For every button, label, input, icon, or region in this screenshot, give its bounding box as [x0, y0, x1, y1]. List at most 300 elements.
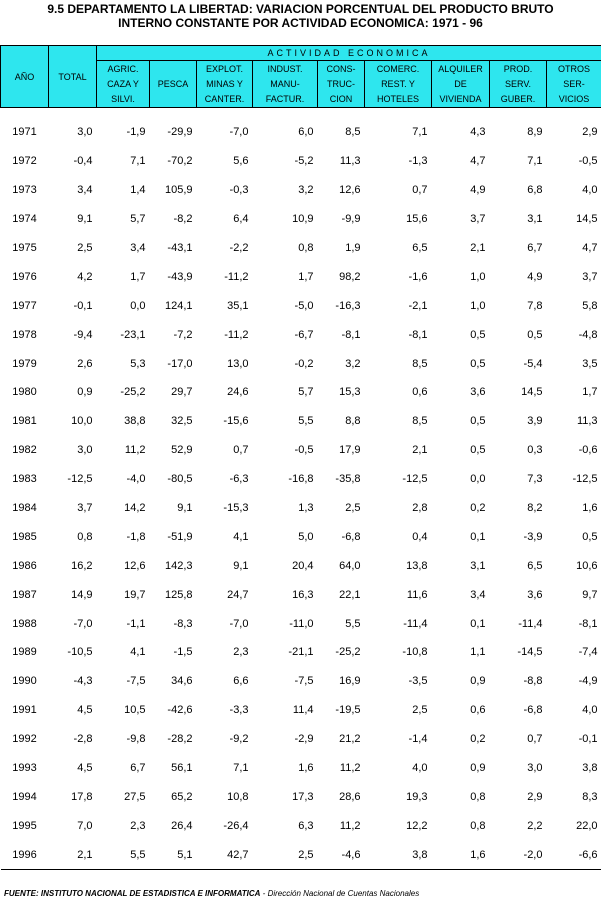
value-cell: 5,5: [97, 840, 150, 869]
value-cell: 1,7: [130, 270, 146, 283]
value-cell: -6,8: [341, 530, 361, 543]
value-cell: 35,1: [227, 299, 249, 312]
value-cell: 10,8: [227, 790, 249, 803]
value-cell: -11,2: [224, 270, 249, 283]
value-cell: -70,2: [167, 155, 193, 168]
value-cell: 2,2: [527, 819, 543, 832]
value-cell: -2,1: [408, 299, 428, 312]
value-cell: 0,2: [470, 733, 486, 746]
value-cell: 6,3: [298, 819, 314, 832]
value-cell: -6,6: [547, 840, 601, 869]
value-cell: 32,5: [171, 415, 193, 428]
value-cell: 98,2: [339, 270, 361, 283]
value-cell: 1,9: [345, 242, 361, 254]
header-line: CAZA Y: [107, 78, 139, 89]
year-cell: 1996: [1, 840, 49, 869]
value-cell: -6,7: [294, 328, 314, 341]
year-cell: 1988: [12, 617, 37, 630]
value-cell: -43,9: [167, 270, 193, 283]
value-cell: 6,7: [527, 242, 543, 254]
year-cell: 1986: [12, 559, 37, 572]
value-cell: 4,0: [582, 704, 598, 717]
year-cell: 1991: [12, 704, 37, 717]
table-row: [1, 349, 601, 378]
header-line: INDUST.: [267, 63, 303, 74]
value-cell: 3,7: [77, 502, 93, 515]
value-cell: 2,9: [582, 126, 598, 139]
value-cell: 3,8: [365, 840, 432, 869]
value-cell: -8,8: [523, 675, 543, 688]
value-cell: 5,3: [130, 357, 146, 370]
value-cell: -0,5: [578, 155, 598, 168]
value-cell: 6,8: [527, 184, 543, 197]
value-cell: 7,1: [527, 155, 543, 168]
value-cell: 65,2: [171, 790, 193, 803]
header-line: MANU-: [270, 78, 300, 89]
value-cell: 0,1: [470, 617, 486, 630]
value-cell: 8,9: [527, 126, 543, 139]
value-cell: 6,7: [130, 762, 146, 775]
value-cell: -2,9: [294, 733, 314, 746]
value-cell: -12,5: [402, 473, 428, 486]
value-cell: 4,9: [527, 270, 543, 283]
value-cell: 14,9: [71, 588, 93, 601]
value-cell: 1,4: [130, 184, 146, 197]
value-cell: 17,9: [339, 444, 361, 457]
value-cell: -35,8: [335, 473, 361, 486]
header-activity-col: [547, 61, 601, 108]
value-cell: 11,2: [339, 819, 361, 832]
year-cell: 1971: [12, 126, 37, 139]
table-row: [1, 811, 601, 840]
value-cell: -9,9: [341, 213, 361, 226]
value-cell: 16,9: [339, 675, 361, 688]
value-cell: -15,6: [223, 415, 249, 428]
value-cell: -21,1: [288, 646, 314, 659]
value-cell: 2,3: [130, 819, 146, 832]
value-cell: -26,4: [223, 819, 249, 832]
value-cell: 8,2: [527, 502, 543, 515]
value-cell: 4,5: [77, 704, 93, 717]
value-cell: 4,7: [470, 155, 486, 168]
table-row: [1, 436, 601, 465]
value-cell: 4,0: [582, 184, 598, 197]
value-cell: -0,1: [73, 299, 93, 312]
value-cell: 3,6: [470, 386, 486, 399]
table-row: [1, 840, 601, 869]
value-cell: -12,5: [67, 473, 93, 486]
value-cell: 13,0: [227, 357, 249, 370]
table-row: [1, 551, 601, 580]
table-title: [0, 2, 601, 30]
value-cell: -23,1: [120, 328, 146, 341]
value-cell: 7,1: [233, 762, 249, 775]
value-cell: 9,1: [77, 213, 93, 226]
value-cell: -1,9: [126, 126, 146, 139]
value-cell: 17,3: [292, 790, 314, 803]
value-cell: -2,0: [490, 840, 547, 869]
value-cell: 5,5: [345, 617, 361, 630]
value-cell: 1,3: [298, 502, 314, 515]
table-row: [1, 118, 601, 147]
value-cell: 0,1: [470, 530, 486, 543]
value-cell: 0,6: [412, 386, 428, 399]
value-cell: 4,0: [412, 762, 428, 775]
value-cell: -3,9: [523, 530, 543, 543]
value-cell: -51,9: [167, 530, 193, 543]
value-cell: 5,7: [130, 213, 146, 226]
value-cell: 3,7: [582, 270, 598, 283]
header-activity-col: [490, 61, 547, 108]
value-cell: -14,5: [517, 646, 543, 659]
header-activity-col: [197, 61, 253, 108]
value-cell: -2,2: [229, 242, 249, 254]
value-cell: 6,5: [527, 559, 543, 572]
value-cell: -7,4: [578, 646, 598, 659]
value-cell: 2,1: [412, 444, 428, 457]
value-cell: 125,8: [164, 588, 193, 601]
value-cell: 15,6: [406, 213, 428, 226]
footer-source: FUENTE: INSTITUTO NACIONAL DE ESTADISTICA E INFORMATICA: [4, 889, 261, 898]
year-cell: 1990: [12, 675, 37, 688]
value-cell: 105,9: [164, 184, 193, 197]
value-cell: 2,1: [49, 840, 97, 869]
header-line: AGRIC.: [107, 63, 139, 74]
value-cell: 28,6: [339, 790, 361, 803]
value-cell: -7,5: [294, 675, 314, 688]
table-row: [1, 725, 601, 754]
header-line: OTROS: [558, 63, 591, 74]
value-cell: 6,5: [412, 242, 428, 254]
value-cell: -9,8: [126, 733, 146, 746]
header-line: PROD.: [503, 63, 533, 74]
value-cell: 9,1: [233, 559, 249, 572]
value-cell: 26,4: [171, 819, 193, 832]
value-cell: 10,5: [124, 704, 146, 717]
value-cell: 11,4: [292, 704, 314, 717]
value-cell: 3,9: [527, 415, 543, 428]
value-cell: 3,2: [298, 184, 314, 197]
header-line: CION: [329, 93, 353, 104]
title-line-1: 9.5 DEPARTAMENTO LA LIBERTAD: VARIACION PORCENTUAL DEL PRODUCTO BRUTO: [47, 2, 554, 16]
value-cell: 2,1: [470, 242, 486, 254]
table-row: [1, 176, 601, 205]
value-cell: 4,3: [470, 126, 486, 139]
value-cell: 42,7: [197, 840, 253, 869]
value-cell: 0,8: [470, 819, 486, 832]
header-line: COMERC.: [376, 63, 420, 74]
value-cell: 10,6: [576, 559, 598, 572]
value-cell: -28,2: [167, 733, 193, 746]
value-cell: -9,2: [229, 733, 249, 746]
value-cell: 3,4: [77, 184, 93, 197]
value-cell: -11,2: [224, 328, 249, 341]
value-cell: -0,3: [229, 184, 249, 197]
value-cell: 8,5: [412, 357, 428, 370]
value-cell: 4,1: [233, 530, 249, 543]
value-cell: 56,1: [171, 762, 193, 775]
value-cell: 3,1: [527, 213, 543, 226]
value-cell: 12,6: [339, 184, 361, 197]
value-cell: 7,3: [527, 473, 543, 486]
value-cell: -0,2: [294, 357, 314, 370]
value-cell: 1,6: [582, 502, 598, 515]
year-cell: 1987: [12, 588, 37, 601]
value-cell: 38,8: [124, 415, 146, 428]
value-cell: 27,5: [124, 790, 146, 803]
value-cell: 7,0: [77, 819, 93, 832]
value-cell: 8,3: [582, 790, 598, 803]
value-cell: 21,2: [339, 733, 361, 746]
value-cell: -4,6: [318, 840, 365, 869]
value-cell: 0,5: [470, 357, 486, 370]
value-cell: -4,3: [73, 675, 93, 688]
header-line: VICIOS: [558, 93, 590, 104]
table-row: [1, 754, 601, 783]
value-cell: 6,0: [298, 126, 314, 139]
value-cell: 0,9: [470, 675, 486, 688]
value-cell: 0,5: [470, 415, 486, 428]
value-cell: 2,3: [233, 646, 249, 659]
value-cell: -7,5: [126, 675, 146, 688]
value-cell: -0,5: [294, 444, 314, 457]
table-row: [1, 291, 601, 320]
table-row: [1, 638, 601, 667]
table-row: [1, 696, 601, 725]
value-cell: 24,7: [227, 588, 249, 601]
year-cell: 1974: [12, 213, 37, 226]
value-cell: -8,1: [341, 328, 361, 341]
year-cell: 1973: [12, 184, 37, 197]
value-cell: 34,6: [171, 675, 193, 688]
year-cell: 1980: [12, 386, 37, 399]
value-cell: 64,0: [339, 559, 361, 572]
value-cell: 11,3: [339, 155, 361, 168]
value-cell: 3,8: [582, 762, 598, 775]
value-cell: -15,3: [223, 502, 249, 515]
table-row: [1, 234, 601, 263]
value-cell: 19,3: [406, 790, 428, 803]
header-line: SERV.: [504, 78, 532, 89]
value-cell: 124,1: [164, 299, 193, 312]
year-cell: 1994: [12, 790, 37, 803]
header-line: FACTUR.: [265, 93, 305, 104]
value-cell: 52,9: [171, 444, 193, 457]
value-cell: 4,1: [130, 646, 146, 659]
value-cell: 0,3: [527, 444, 543, 457]
value-cell: -9,4: [73, 328, 93, 341]
value-cell: -11,4: [403, 617, 428, 630]
year-cell: 1989: [12, 646, 37, 659]
header-line: ALQUILER: [438, 63, 483, 74]
value-cell: 3,1: [470, 559, 486, 572]
year-cell: 1972: [12, 155, 37, 168]
header-activity: ACTIVIDAD ECONOMICA: [97, 46, 601, 61]
value-cell: 29,7: [171, 386, 193, 399]
header-line: TRUC-: [327, 78, 355, 89]
value-cell: 11,2: [339, 762, 361, 775]
value-cell: 3,4: [130, 242, 146, 254]
header-activity-col: [150, 61, 197, 108]
table-row: [1, 667, 601, 696]
value-cell: -11,0: [289, 617, 314, 630]
value-cell: -12,5: [572, 473, 598, 486]
value-cell: 0,5: [527, 328, 543, 341]
value-cell: 8,5: [412, 415, 428, 428]
value-cell: 11,6: [406, 588, 428, 601]
year-cell: 1995: [12, 819, 37, 832]
value-cell: 4,2: [77, 270, 93, 283]
value-cell: 22,1: [339, 588, 361, 601]
year-cell: 1992: [12, 733, 37, 746]
value-cell: 17,8: [71, 790, 93, 803]
value-cell: 0,7: [233, 444, 249, 457]
value-cell: 0,5: [470, 444, 486, 457]
value-cell: -25,2: [120, 386, 146, 399]
value-cell: -10,8: [402, 646, 428, 659]
year-cell: 1993: [12, 762, 37, 775]
value-cell: -2,8: [73, 733, 93, 746]
value-cell: 4,7: [582, 242, 598, 254]
year-cell: 1984: [12, 502, 37, 515]
year-cell: 1976: [12, 270, 37, 283]
value-cell: 24,6: [227, 386, 249, 399]
value-cell: 6,4: [233, 213, 249, 226]
title-line-2: INTERNO CONSTANTE POR ACTIVIDAD ECONOMICA: 1971 - 96: [118, 16, 483, 30]
value-cell: -8,1: [408, 328, 428, 341]
value-cell: 0,9: [77, 386, 93, 399]
value-cell: 8,8: [345, 415, 361, 428]
value-cell: 0,5: [582, 530, 598, 543]
value-cell: -7,0: [229, 126, 249, 139]
header-line: PESCA: [157, 78, 189, 89]
table-row: [1, 580, 601, 609]
value-cell: -7,2: [173, 328, 193, 341]
value-cell: 12,6: [124, 559, 146, 572]
value-cell: 0,4: [412, 530, 428, 543]
value-cell: 2,5: [77, 242, 93, 254]
value-cell: -8,3: [173, 617, 193, 630]
value-cell: -1,6: [408, 270, 428, 283]
value-cell: 0,2: [470, 502, 486, 515]
value-cell: -4,8: [578, 328, 598, 341]
value-cell: -0,6: [578, 444, 598, 457]
value-cell: 9,7: [582, 588, 598, 601]
value-cell: -1,1: [126, 617, 146, 630]
value-cell: 14,2: [124, 502, 146, 515]
value-cell: 2,8: [412, 502, 428, 515]
header-line: DE: [454, 78, 467, 89]
value-cell: 4,5: [77, 762, 93, 775]
value-cell: 7,1: [130, 155, 146, 168]
value-cell: -0,4: [73, 155, 93, 168]
value-cell: 3,4: [470, 588, 486, 601]
value-cell: 3,0: [527, 762, 543, 775]
value-cell: 0,6: [470, 704, 486, 717]
value-cell: 0,7: [412, 184, 428, 197]
value-cell: 0,5: [470, 328, 486, 341]
value-cell: 2,5: [412, 704, 428, 717]
table-row: [1, 320, 601, 349]
footer-rest: - Dirección Nacional de Cuentas Nacionales: [260, 889, 420, 898]
year-cell: 1977: [12, 299, 37, 312]
value-cell: 5,5: [298, 415, 314, 428]
value-cell: 22,0: [576, 819, 598, 832]
source-footer: [4, 889, 419, 898]
year-cell: 1981: [12, 415, 37, 428]
year-cell: 1975: [12, 242, 37, 254]
value-cell: 8,5: [345, 126, 361, 139]
value-cell: -6,3: [229, 473, 249, 486]
value-cell: 2,5: [345, 502, 361, 515]
table-row: [1, 205, 601, 234]
year-cell: 1983: [12, 473, 37, 486]
value-cell: 15,3: [339, 386, 361, 399]
value-cell: -42,6: [167, 704, 193, 717]
value-cell: -16,3: [335, 299, 361, 312]
table-row: [1, 782, 601, 811]
value-cell: 3,6: [527, 588, 543, 601]
value-cell: 5,7: [298, 386, 314, 399]
value-cell: -43,1: [167, 242, 193, 254]
value-cell: -80,5: [167, 473, 193, 486]
header-line: SILVI.: [111, 93, 135, 104]
table-row: [1, 147, 601, 176]
value-cell: -5,4: [523, 357, 543, 370]
header-line: CONS-: [326, 63, 356, 74]
header-activity-col: [432, 61, 490, 108]
value-cell: 3,0: [77, 444, 93, 457]
year-cell: 1985: [12, 530, 37, 543]
value-cell: -3,3: [229, 704, 249, 717]
value-cell: 0,0: [130, 299, 146, 312]
year-cell: 1979: [12, 357, 37, 370]
year-cell: 1982: [12, 444, 37, 457]
header-activity-col: [318, 61, 365, 108]
value-cell: 2,9: [527, 790, 543, 803]
gdp-variation-table: [0, 45, 601, 870]
value-cell: -5,2: [294, 155, 314, 168]
value-cell: -29,9: [167, 126, 193, 139]
value-cell: 0,9: [470, 762, 486, 775]
value-cell: -7,0: [229, 617, 249, 630]
header-line: MINAS Y: [206, 78, 243, 89]
value-cell: 3,0: [77, 126, 93, 139]
value-cell: -1,3: [408, 155, 428, 168]
value-cell: -4,9: [578, 675, 598, 688]
value-cell: 5,0: [298, 530, 314, 543]
table-row: [1, 465, 601, 494]
value-cell: 1,0: [470, 299, 486, 312]
table-row: [1, 609, 601, 638]
value-cell: 1,6: [432, 840, 490, 869]
value-cell: 1,6: [298, 762, 314, 775]
header-activity-col: [253, 61, 318, 108]
header-line: SER-: [563, 78, 585, 89]
header-line: VIVIENDA: [439, 93, 482, 104]
value-cell: -8,2: [173, 213, 193, 226]
value-cell: 0,7: [527, 733, 543, 746]
value-cell: -1,4: [408, 733, 428, 746]
value-cell: 4,9: [470, 184, 486, 197]
header-line: GUBER.: [500, 93, 536, 104]
value-cell: 2,6: [77, 357, 93, 370]
value-cell: 16,3: [292, 588, 314, 601]
value-cell: 11,3: [576, 415, 598, 428]
value-cell: 7,1: [412, 126, 428, 139]
value-cell: -11,4: [518, 617, 543, 630]
value-cell: 0,8: [470, 790, 486, 803]
